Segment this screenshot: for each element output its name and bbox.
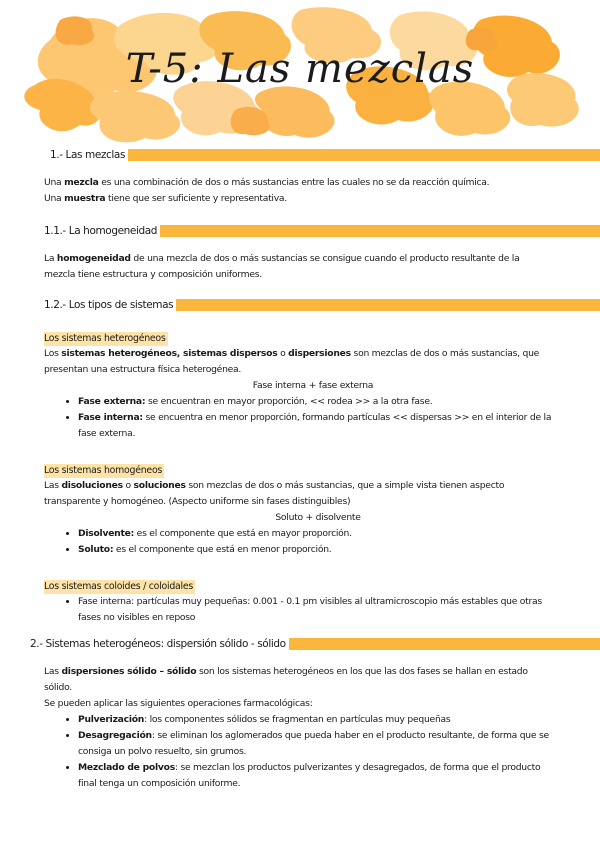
- heading-accent-bar: [289, 638, 600, 650]
- paragraph-dispersiones: Las dispersiones sólido – sólido son los sistemas heterogéneos en los que las dos fases se hallan en estado sólido.: [44, 666, 528, 693]
- list-item: • Pulverización: los componentes sólidos se fragmentan en partículas muy pequeñas: [78, 712, 552, 728]
- heterogeneous-block: [0, 326, 600, 394]
- section-heading-2-label: 2.- Sistemas heterogéneos: dispersión sólido - sólido: [30, 638, 286, 650]
- homogeneous-block: [0, 458, 600, 526]
- formula-fases: Fase interna + fase externa: [252, 380, 374, 391]
- list-item: • Fase externa: se encuentran en mayor proporción, << rodea >> a la otra fase.: [78, 394, 552, 410]
- section-1-1-body: [0, 251, 600, 283]
- list-item: • Fase interna: partículas muy pequeñas: 0.001 - 0.1 pm visibles al ultramicroscopio más estables que otras fases no visibles en reposo: [78, 594, 552, 626]
- heading-accent-bar: [176, 299, 600, 311]
- subheading-coloides: Los sistemas coloides / coloidales: [44, 581, 194, 592]
- list-operaciones: [0, 712, 600, 792]
- section-heading-2: [0, 636, 600, 652]
- section-heading-1-2-label: 1.2.- Los tipos de sistemas: [44, 299, 174, 311]
- list-item: • Desagregación: se eliminan los aglomerados que pueda haber en el producto resultante, de forma que se consiga un polvo resuelto, sin grumos.: [78, 728, 552, 760]
- paragraph-mezcla: Una mezcla es una combinación de dos o más sustancias entre las cuales no se da reacción química.: [44, 177, 490, 188]
- list-item: • Fase interna: se encuentra en menor proporción, formando partículas << dispersas >> en el interior de la fase externa.: [78, 410, 552, 442]
- heading-accent-bar: [128, 149, 600, 161]
- list-item: • Soluto: es el componente que está en menor proporción.: [78, 542, 552, 558]
- paragraph-disoluciones: Las disoluciones o soluciones son mezclas de dos o más sustancias, que a simple vista tienen aspecto transparente y homogéneo. (Aspecto uniforme sin fases distinguibles): [44, 480, 505, 507]
- list-coloides: [0, 594, 600, 626]
- subheading-heterogeneos: Los sistemas heterogéneos: [44, 333, 166, 344]
- paragraph-homogeneidad: La homogeneidad de una mezcla de dos o más sustancias se consigue cuando el producto resultante de la mezcla tiene estructura y composición uniformes.: [44, 253, 520, 280]
- paragraph-heterogeneos: Los sistemas heterogéneos, sistemas dispersos o dispersiones son mezclas de dos o más sustancias, que presentan una estructura física heterogénea.: [44, 348, 540, 375]
- page-title: T-5: Las mezclas: [125, 46, 475, 92]
- title-banner: [0, 0, 600, 150]
- formula-soluto: Soluto + disolvente: [275, 512, 361, 523]
- subheading-homogeneos: Los sistemas homogéneos: [44, 465, 163, 476]
- paragraph-muestra: Una muestra tiene que ser suficiente y representativa.: [44, 193, 287, 204]
- section-heading-1-label: 1.- Las mezclas: [50, 149, 126, 161]
- paragraph-operaciones: Se pueden aplicar las siguientes operaciones farmacológicas:: [44, 698, 313, 709]
- list-item: • Disolvente: es el componente que está en mayor proporción.: [78, 526, 552, 542]
- section-heading-1-1-label: 1.1.- La homogeneidad: [44, 225, 158, 237]
- section-2-body: [0, 664, 600, 712]
- section-heading-1-2: [0, 297, 600, 313]
- section-heading-1: [0, 147, 600, 163]
- colloid-block: [0, 574, 600, 594]
- list-item: • Mezclado de polvos: se mezclan los productos pulverizantes y desagregados, de forma que el producto final tenga un composición uniforme.: [78, 760, 552, 792]
- list-disolucion: [0, 526, 600, 558]
- list-fases: [0, 394, 600, 442]
- section-1-body: [0, 175, 600, 207]
- heading-accent-bar: [160, 225, 600, 237]
- section-heading-1-1: [0, 223, 600, 239]
